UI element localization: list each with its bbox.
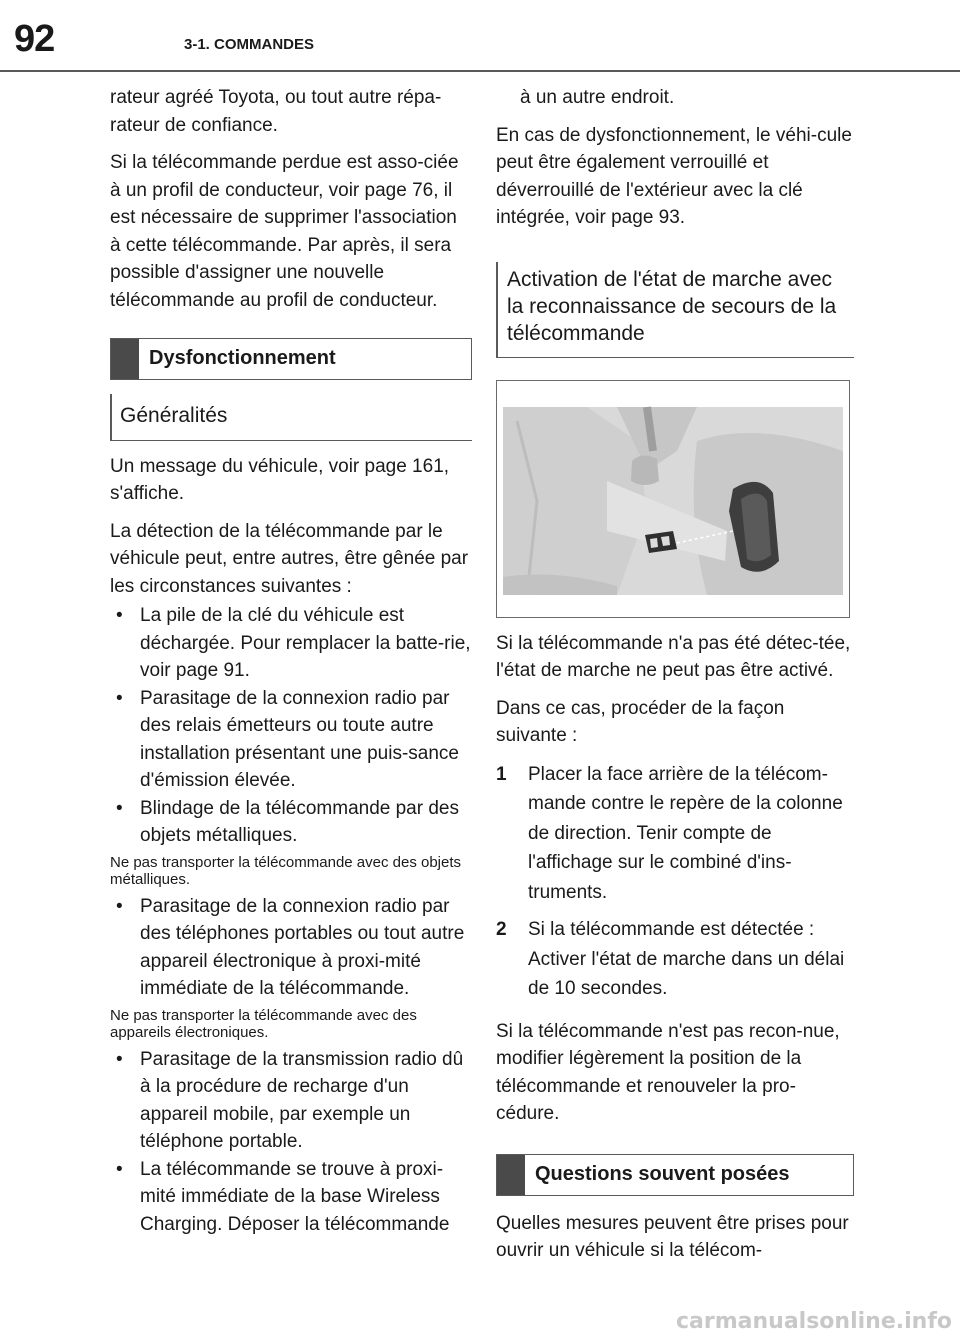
bullet-list (110, 1046, 472, 1239)
paragraph: Si la télécommande n'a pas été détec-tée, l'état de marche ne peut pas être activé. (496, 632, 851, 681)
heading-marker (111, 339, 139, 379)
paragraph: En cas de dysfonctionnement, le véhi-cule peut être également verrouillé et déverrouillé de l'extérieur avec la clé intégrée, voir page 93. (496, 124, 852, 228)
step-text: Placer la face arrière de la télécom-mande contre le repère de la colonne de direction. Tenir compte de l'affichage sur le combiné d'ins-truments. (528, 763, 843, 903)
heading-text: Dysfonctionnement (149, 347, 336, 369)
list-item: • Parasitage de la connexion radio par des relais émetteurs ou toute autre installation présentant une puis-sance d'émission élevée. (110, 685, 472, 795)
list-item: • La télécommande se trouve à proxi-mité immédiate de la base Wireless Charging. Déposer la télécommande (110, 1156, 472, 1239)
list-item: • Blindage de la télécommande par des objets métalliques. (110, 795, 472, 850)
step-number: 1 (496, 763, 507, 785)
list-item: • Parasitage de la connexion radio par des téléphones portables ou tout autre appareil électronique à proxi-mité immédiate de la télécommande. (110, 893, 472, 1003)
step-item (496, 915, 854, 1004)
paragraph: Quelles mesures peuvent être prises pour ouvrir un véhicule si la télécom- (496, 1212, 849, 1261)
right-column (496, 84, 854, 1275)
paragraph: La détection de la télécommande par le véhicule peut, entre autres, être gênée par les circonstances suivantes : (110, 520, 469, 597)
step-number: 2 (496, 919, 507, 940)
heading-marker (497, 1155, 525, 1195)
bullet-list (110, 893, 472, 1003)
section-title: 3-1. COMMANDES (184, 36, 315, 53)
heading-faq (496, 1154, 854, 1196)
header-divider (0, 70, 960, 72)
page-number: 92 (14, 18, 55, 60)
step-list (496, 760, 854, 1004)
heading-text: Questions souvent posées (535, 1162, 790, 1185)
paragraph: à un autre endroit. (520, 87, 675, 108)
list-item: • La pile de la clé du véhicule est déchargée. Pour remplacer la batte-rie, voir page 91. (110, 602, 472, 685)
page-header (0, 0, 960, 70)
illustration-svg (497, 381, 849, 617)
paragraph: rateur agréé Toyota, ou tout autre répa-rateur de confiance. (110, 87, 442, 136)
note: Ne pas transporter la télécommande avec des appareils électroniques. (110, 1006, 417, 1041)
heading-generalites: Généralités (110, 394, 472, 441)
step-item (496, 760, 854, 908)
paragraph: Si la télécommande n'est pas recon-nue, modifier légèrement la position de la télécommande et renouveler la pro-cédure. (496, 1020, 840, 1124)
paragraph: Si la télécommande perdue est asso-ciée à un profil de conducteur, voir page 76, il est nécessaire de supprimer l'association à cette télécommande. Par après, il sera possible d'assigner une nouvelle télécommande au profil de conducteur. (110, 152, 459, 311)
paragraph: Un message du véhicule, voir page 161, s'affiche. (110, 455, 450, 504)
step-text: Si la télécommande est détectée : Activer l'état de marche dans un délai de 10 secondes. (528, 919, 845, 999)
note: Ne pas transporter la télécommande avec des objets métalliques. (110, 853, 462, 888)
steering-column-illustration (496, 380, 850, 618)
heading-activation: Activation de l'état de marche avec la reconnaissance de secours de la télécommande (496, 262, 854, 358)
watermark: carmanualsonline.info (676, 1309, 952, 1334)
paragraph: Dans ce cas, procéder de la façon suivante : (496, 697, 785, 746)
bullet-list (110, 602, 472, 850)
list-item: • Parasitage de la transmission radio dû à la procédure de recharge d'un appareil mobile, par exemple un téléphone portable. (110, 1046, 472, 1156)
heading-dysfonctionnement (110, 338, 472, 380)
left-column (110, 84, 472, 1242)
